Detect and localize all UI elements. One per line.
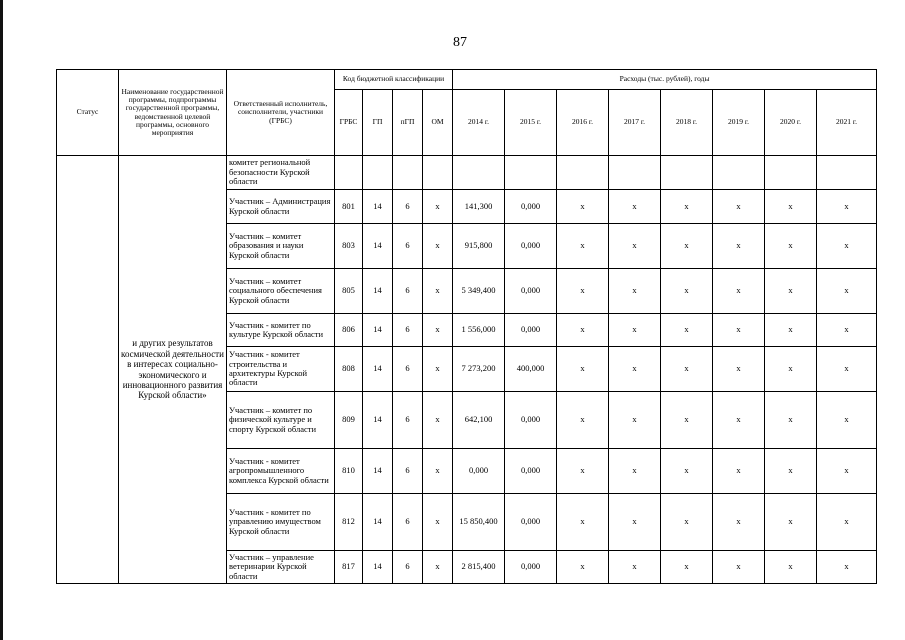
cell-y2016: х — [557, 314, 609, 347]
cell-grbs: 808 — [335, 347, 363, 392]
empty-cell — [817, 156, 877, 190]
cell-y2014: 0,000 — [453, 449, 505, 494]
cell-om: х — [423, 314, 453, 347]
cell-y2015: 0,000 — [505, 551, 557, 584]
cell-y2018: х — [661, 269, 713, 314]
cell-om: х — [423, 392, 453, 449]
cell-y2015: 0,000 — [505, 190, 557, 224]
cell-y2016: х — [557, 551, 609, 584]
cell-om: х — [423, 190, 453, 224]
cell-y2019: х — [713, 224, 765, 269]
cell-y2018: х — [661, 224, 713, 269]
cell-gp: 14 — [363, 551, 393, 584]
header-code-1: ГП — [363, 90, 393, 156]
cell-y2015: 0,000 — [505, 224, 557, 269]
cell-grbs: 803 — [335, 224, 363, 269]
cell-om: х — [423, 224, 453, 269]
empty-cell — [393, 156, 423, 190]
cell-y2016: х — [557, 494, 609, 551]
cell-y2018: х — [661, 314, 713, 347]
cell-y2017: х — [609, 392, 661, 449]
empty-cell — [363, 156, 393, 190]
participant-cell: Участник – комитет образования и науки Курской области — [227, 224, 335, 269]
cell-grbs: 810 — [335, 449, 363, 494]
cell-y2016: х — [557, 190, 609, 224]
participant-cell: Участник - комитет по управлению имуществом Курской области — [227, 494, 335, 551]
empty-cell — [765, 156, 817, 190]
cell-y2017: х — [609, 449, 661, 494]
participant-cell: Участник - комитет агропромышленного комплекса Курской области — [227, 449, 335, 494]
table-row — [57, 156, 877, 190]
participant-cell: Участник - комитет строительства и архитектуры Курской области — [227, 347, 335, 392]
empty-cell — [557, 156, 609, 190]
cell-y2020: х — [765, 224, 817, 269]
cell-y2019: х — [713, 314, 765, 347]
header-year-6: 2020 г. — [765, 90, 817, 156]
cell-y2017: х — [609, 347, 661, 392]
header-code-0: ГРБС — [335, 90, 363, 156]
cell-gp: 14 — [363, 449, 393, 494]
cell-om: х — [423, 551, 453, 584]
cell-y2018: х — [661, 190, 713, 224]
cell-pgp: 6 — [393, 392, 423, 449]
cell-y2020: х — [765, 190, 817, 224]
header-year-7: 2021 г. — [817, 90, 877, 156]
cell-y2021: х — [817, 224, 877, 269]
cell-y2017: х — [609, 190, 661, 224]
cell-gp: 14 — [363, 392, 393, 449]
cell-y2019: х — [713, 551, 765, 584]
header-responsible: Ответственный исполнитель, соисполнители, участники (ГРБС) — [227, 70, 335, 156]
cell-y2014: 7 273,200 — [453, 347, 505, 392]
cell-gp: 14 — [363, 269, 393, 314]
cell-y2021: х — [817, 494, 877, 551]
cell-grbs: 801 — [335, 190, 363, 224]
cell-y2021: х — [817, 314, 877, 347]
header-year-1: 2015 г. — [505, 90, 557, 156]
cell-y2018: х — [661, 551, 713, 584]
cell-grbs: 806 — [335, 314, 363, 347]
cell-y2016: х — [557, 392, 609, 449]
empty-cell — [505, 156, 557, 190]
header-year-3: 2017 г. — [609, 90, 661, 156]
cell-y2015: 0,000 — [505, 494, 557, 551]
cell-y2019: х — [713, 190, 765, 224]
cell-y2019: х — [713, 347, 765, 392]
cell-y2021: х — [817, 392, 877, 449]
cell-pgp: 6 — [393, 190, 423, 224]
cell-om: х — [423, 347, 453, 392]
header-expenses: Расходы (тыс. рублей), годы — [453, 70, 877, 90]
cell-y2018: х — [661, 449, 713, 494]
empty-cell — [713, 156, 765, 190]
cell-y2020: х — [765, 269, 817, 314]
header-year-2: 2016 г. — [557, 90, 609, 156]
cell-pgp: 6 — [393, 224, 423, 269]
cell-y2019: х — [713, 449, 765, 494]
cell-gp: 14 — [363, 190, 393, 224]
cell-y2019: х — [713, 269, 765, 314]
cell-pgp: 6 — [393, 347, 423, 392]
cell-y2019: х — [713, 392, 765, 449]
cell-gp: 14 — [363, 224, 393, 269]
cell-pgp: 6 — [393, 269, 423, 314]
scan-edge-border — [0, 0, 3, 640]
cell-y2020: х — [765, 449, 817, 494]
page-number: 87 — [453, 35, 467, 50]
cell-y2014: 1 556,000 — [453, 314, 505, 347]
cell-y2021: х — [817, 551, 877, 584]
cell-y2014: 915,800 — [453, 224, 505, 269]
cell-y2020: х — [765, 347, 817, 392]
cell-y2014: 2 815,400 — [453, 551, 505, 584]
header-year-5: 2019 г. — [713, 90, 765, 156]
cell-y2015: 0,000 — [505, 314, 557, 347]
empty-cell — [335, 156, 363, 190]
cell-y2018: х — [661, 494, 713, 551]
cell-y2017: х — [609, 494, 661, 551]
empty-cell — [423, 156, 453, 190]
program-name-cell: и других результатов космической деятельности в интересах социально-экономического и инновационного развития Курской области» — [119, 156, 227, 584]
cell-grbs: 812 — [335, 494, 363, 551]
cell-y2020: х — [765, 494, 817, 551]
cell-y2020: х — [765, 392, 817, 449]
cell-y2017: х — [609, 551, 661, 584]
empty-cell — [661, 156, 713, 190]
cell-pgp: 6 — [393, 314, 423, 347]
header-program-name: Наименование государственной программы, подпрограммы государственной программы, ведомственной целевой программы, основного мероприятия — [119, 70, 227, 156]
cell-y2020: х — [765, 314, 817, 347]
cell-y2019: х — [713, 494, 765, 551]
cell-y2018: х — [661, 347, 713, 392]
cell-gp: 14 — [363, 494, 393, 551]
cell-y2020: х — [765, 551, 817, 584]
participant-cell: Участник - комитет по культуре Курской области — [227, 314, 335, 347]
cell-y2014: 5 349,400 — [453, 269, 505, 314]
cell-y2014: 141,300 — [453, 190, 505, 224]
cell-y2015: 400,000 — [505, 347, 557, 392]
header-year-0: 2014 г. — [453, 90, 505, 156]
empty-cell — [453, 156, 505, 190]
cell-pgp: 6 — [393, 551, 423, 584]
cell-om: х — [423, 449, 453, 494]
cell-y2016: х — [557, 347, 609, 392]
cell-y2021: х — [817, 449, 877, 494]
cell-om: х — [423, 494, 453, 551]
cell-y2021: х — [817, 269, 877, 314]
cell-y2021: х — [817, 347, 877, 392]
empty-cell — [609, 156, 661, 190]
cell-y2014: 642,100 — [453, 392, 505, 449]
cell-y2021: х — [817, 190, 877, 224]
participant-cell: Участник – Администрация Курской области — [227, 190, 335, 224]
budget-table — [56, 69, 877, 584]
status-cell — [57, 156, 119, 584]
cell-y2015: 0,000 — [505, 269, 557, 314]
participant-cell: Участник – комитет социального обеспечения Курской области — [227, 269, 335, 314]
cell-gp: 14 — [363, 347, 393, 392]
header-status: Статус — [57, 70, 119, 156]
cell-gp: 14 — [363, 314, 393, 347]
header-code-3: ОМ — [423, 90, 453, 156]
cell-y2017: х — [609, 314, 661, 347]
cell-y2016: х — [557, 224, 609, 269]
header-code-2: пГП — [393, 90, 423, 156]
cell-y2017: х — [609, 269, 661, 314]
cell-y2016: х — [557, 449, 609, 494]
header-budget-code: Код бюджетной классификации — [335, 70, 453, 90]
cell-y2017: х — [609, 224, 661, 269]
header-year-4: 2018 г. — [661, 90, 713, 156]
responsible-cell: комитет региональной безопасности Курской области — [227, 156, 335, 190]
cell-om: х — [423, 269, 453, 314]
cell-pgp: 6 — [393, 449, 423, 494]
participant-cell: Участник – управление ветеринарии Курской области — [227, 551, 335, 584]
cell-y2014: 15 850,400 — [453, 494, 505, 551]
cell-grbs: 805 — [335, 269, 363, 314]
cell-grbs: 809 — [335, 392, 363, 449]
cell-y2018: х — [661, 392, 713, 449]
cell-pgp: 6 — [393, 494, 423, 551]
participant-cell: Участник – комитет по физической культуре и спорту Курской области — [227, 392, 335, 449]
cell-y2015: 0,000 — [505, 449, 557, 494]
cell-y2016: х — [557, 269, 609, 314]
cell-y2015: 0,000 — [505, 392, 557, 449]
cell-grbs: 817 — [335, 551, 363, 584]
